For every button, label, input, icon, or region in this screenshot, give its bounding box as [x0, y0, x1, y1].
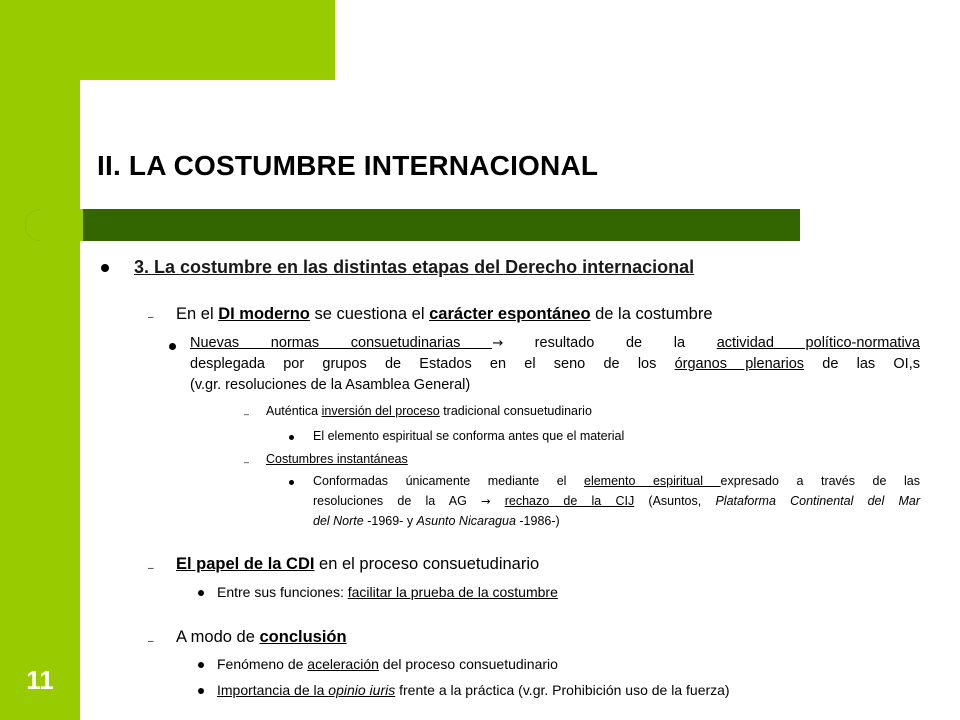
dash-marker: –: [244, 409, 250, 419]
left-accent-band: [0, 0, 80, 720]
bullet-icon: [289, 480, 294, 485]
bullet-nuevas-normas-line1: Nuevas normas consuetudinarias → resultado de la actividad político-normativa: [190, 335, 920, 351]
bullet-nuevas-normas-line3: (v.gr. resoluciones de la Asamblea General): [190, 377, 471, 393]
arrow-right-icon: →: [481, 495, 491, 508]
bullet-icon: [289, 435, 294, 440]
subitem-inversion-proceso: Auténtica inversión del proceso tradicional consuetudinario: [266, 404, 592, 418]
bullet-funciones-cdi: Entre sus funciones: facilitar la prueba de la costumbre: [217, 584, 558, 600]
title-bar-accent: [25, 209, 83, 241]
title-underline-bar: [25, 209, 800, 241]
top-accent-band: [0, 0, 335, 80]
paragraph-papel-cdi: El papel de la CDI en el proceso consuetudinario: [176, 555, 540, 573]
subitem-conformadas-line3: del Norte -1969- y Asunto Nicaragua -1986-): [313, 514, 560, 528]
subitem-costumbres-instantaneas: Costumbres instantáneas: [266, 452, 408, 466]
bullet-icon: [198, 662, 204, 668]
dash-marker: –: [148, 636, 154, 647]
subitem-conformadas-line1: Conformadas únicamente mediante el elemento espiritual expresado a través de las: [313, 474, 920, 488]
dash-marker: –: [148, 563, 154, 574]
dash-marker: –: [244, 457, 250, 467]
bullet-nuevas-normas-line2: desplegada por grupos de Estados en el seno de los órganos plenarios de las OI,s: [190, 356, 920, 372]
bullet-opinio-iuris: Importancia de la opinio iuris frente a la práctica (v.gr. Prohibición uso de la fuerza): [217, 682, 730, 698]
bullet-aceleracion: Fenómeno de aceleración del proceso consuetudinario: [217, 656, 558, 672]
subitem-conformadas-line2: resoluciones de la AG → rechazo de la CIJ (Asuntos, Plataforma Continental del Mar: [313, 494, 920, 508]
bullet-icon: [101, 264, 109, 272]
slide-title: II. LA COSTUMBRE INTERNACIONAL: [97, 150, 599, 181]
bullet-icon: [198, 590, 204, 596]
arrow-right-icon: →: [492, 336, 504, 351]
dash-marker: –: [148, 312, 154, 323]
paragraph-di-moderno: En el DI moderno se cuestiona el carácter espontáneo de la costumbre: [176, 305, 713, 323]
bullet-icon: [169, 343, 176, 350]
bullet-icon: [198, 688, 204, 694]
page-number: 11: [26, 665, 54, 695]
section-heading: 3. La costumbre en las distintas etapas del Derecho internacional: [134, 257, 695, 277]
paragraph-conclusion: A modo de conclusión: [176, 628, 347, 646]
subitem-elemento-espiritual: El elemento espiritual se conforma antes que el material: [313, 429, 625, 443]
